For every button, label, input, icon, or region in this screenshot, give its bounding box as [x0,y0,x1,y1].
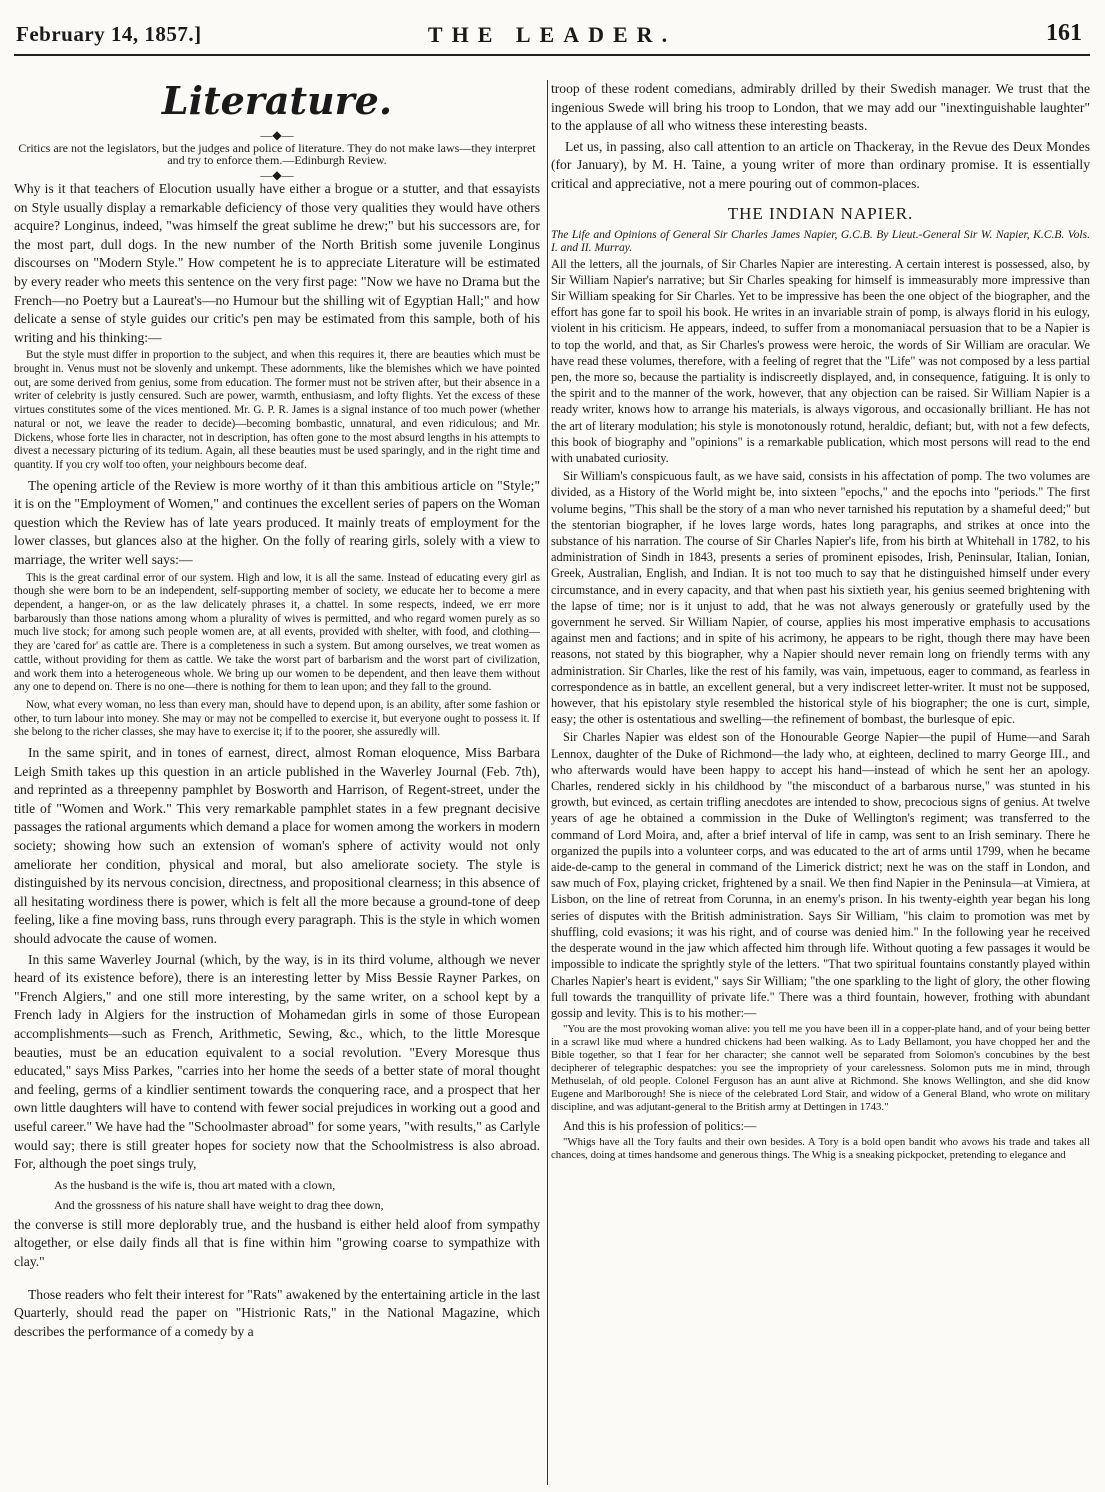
block-quote: But the style must differ in proportion to the subject, and when this requires it, there are beauties which must be brought in. Venus must not be slovenly and unkempt. These adornments, like the blemishes which we have pointed out, are some derived from genius, some from education. The former must not be striven after, but their absence in a writer of celebrity is justly censured. Such are power, warmth, enthusiasm, and lofty flights. Yet the excess of these virtues constitutes some of the vices mentioned. Mr. G. P. R. James is a signal instance of too much power (whether natural or not, we leave the reader to decide)—becoming bombastic, unnatural, and even ridiculous; and Mr. Dickens, whose forte lies in character, not in description, has often gone to the most absurd lengths in his attempts to divest a necessary picturing of its tedium. Again, all these beauties must be used sparingly, and in the right time and quantity. If you cry wolf too often, your neighbours become deaf. [14,349,540,471]
block-quote: "You are the most provoking woman alive: you tell me you have been ill in a copper-plate hand, and of your being better in a scrawl like mud where a hundred chickens had been walking. As to Lady Bellamont, you have chopped her and the Bible together, so that I fear for her character; she cannot well be separated from Solomon's concubines by the best decipherer of telegraphic despatches: you see the impropriety of your carelessness. Solomon puts me in mind, through Methuselah, of old people. Colonel Ferguson has an aunt alive at Richmond. She knows Wellington, and she did know Eugene and Marlborough! She is niece of the celebrated Lord Stair, and widow of a General Bland, who wrote on military discipline, and was adjutant-general to the British army at Dettingen in 1743." [551,1023,1090,1114]
issue-date: February 14, 1857.] [16,22,202,46]
review-paragraph: Sir Charles Napier was eldest son of the Honourable George Napier—the pupil of Hume—and Sarah Lennox, daughter of the Duke of Richmond—the lady who, at eighteen, declined to marry George III., and who afterwards would have been happy to accept his hand—instead of which he sent her an apology. Charles, rendered sickly in his childhood by "the misconduct of a barbarous nurse," was stunted in his growth, but evinced, as certain trifling anecdotes are intended to show, precocious signs of genius. At twelve years of age he obtained a commission in the Duke of Wellington's regiment; was transferred to the command of Lord Moira, and, after a brief interval of life in camp, was sent to an Irish seminary. There he organized the pupils into a volunteer corps, and was educated to the art of arms until 1799, when he became aide-de-camp to the general in command of the Limerick district; next he was on the staff in London, and saw much of Fox, playing cricket, frightened by a snail. We then find Napier in the Peninsula—at Vimiera, at Lisbon, on the line of retreat from Corunna, in an enemy's prison. In his twenty-eighth year began his long series of disputes with the British administration. Says Sir William, "his claim to promotion was met by shuffling, cold evasions; it was his right, and of course was denied him." In the following year he received the desperate wound in the jaw which affected him through life. Without quoting a few passages it would be impossible to indicate the sprightly style of the letters. "That two spiritual fountains constantly played within Charles Napier's heart is evident," says Sir William; "the one sparkling to the light of glory, the other flowing full towards the tranquillity of private life." There was a third fountain, however, frothing with abundant gossip and levity. This is to his mother:— [551,730,1090,1020]
block-quote: "Whigs have all the Tory faults and their own besides. A Tory is a bold open bandit who avows his trade and takes all chances, doing at times handsome and generous things. The Whig is a sneaking pickpocket, pretending to elegance and [551,1136,1090,1162]
verse-line: As the husband is the wife is, thou art mated with a clown, [54,1177,336,1192]
page-number: 161 [1046,20,1082,46]
review-title: THE INDIAN NAPIER. [727,203,914,223]
review-citation: The Life and Opinions of General Sir Charles James Napier, G.C.B. By Lieut.-General Sir W. Napier, K.C.B. Vols. I. and II. Murray. [551,227,1090,254]
article-paragraph: the converse is still more deplorably true, and the husband is either held aloof from sympathy altogether, or else daily finds all that is fine within him "growing coarse to sympathize with clay." [14,1216,540,1269]
right-column [551,80,1090,1488]
article-paragraph: Why is it that teachers of Elocution usually have either a brogue or a stutter, and that essayists on Style usually display a remarkable deficiency of those very qualities they would have others acquire? Longinus, indeed, "was himself the great sublime he drew;" but his successors are, for the most part, dull dogs. In the new number of the North British some juvenile Longinus discourses on "Modern Style." How competent he is to appreciate Literature will be estimated by every reader who meets this sentence on the very first page: "Now we have no Drama but the French—no Poetry but a Laureat's—no Humour but the shilling wit of Egyptian Hall;" and how delicate a sense of style guides our critic's pen may be estimated from this sample, both of his writing and his thinking:— [14,181,540,345]
block-quote: This is the great cardinal error of our system. High and low, it is all the same. Instead of educating every girl as though she were born to be an independent, self-supporting member of society, we educate her to become a mere dependent, a hanger-on, or as the law delicately phrases it, a chattel. In some respects, indeed, we err more barbarously than those nations among whom a plurality of wives is permitted, and who regard women purely as so much live stock; for among such people women are, at all events, provided with shelter, with food, and clothing—they are 'cared for' as cattle are. There is a completeness in such a system. But among ourselves, we treat women as cattle, without providing for them as cattle. We take the worst part of barbarism and the worst part of civilization, and work them into a heterogeneous whole. We bring up our women to be dependent, and then leave them without any one to depend on. There is no one—there is nothing for them to lean upon; and they fall to the ground. [14,571,540,694]
page-header [14,18,1090,58]
section-title: Literature. [161,80,393,123]
article-paragraph: In the same spirit, and in tones of earnest, direct, almost Roman eloquence, Miss Barbara Leigh Smith takes up this question in an article published in the Waverley Journal (Feb. 7th), and reprinted as a threepenny pamphlet by Bosworth and Harrison, of Regent-street, under the title of "Women and Work." This very remarkable pamphlet states in a few pregnant decisive passages the rational arguments which demand a place for women among the workers in modern society; showing how such an extension of woman's sphere of activity would not only ameliorate her condition, physical and moral, but also ameliorate society. The style is distinguished by its nervous concision, directness, and propositional clearness; in this absence of all hesitating wordiness there is power, which is felt all the more because a ground-tone of deep feeling, like a fine moving bass, runs through every paragraph. This is the style in which women should advocate the cause of women. [14,745,540,947]
verse-line: And the grossness of his nature shall have weight to drag thee down, [54,1197,384,1212]
masthead-title: THE LEADER. [427,22,677,47]
article-paragraph: troop of these rodent comedians, admirably drilled by their Swedish manager. We trust that the ingenious Swede will bring his troop to London, that we may add our "inextinguishable laughter" to the applause of all who witness these interesting beasts. [551,81,1090,134]
review-paragraph: All the letters, all the journals, of Sir Charles Napier are interesting. A certain interest is possessed, also, by Sir William Napier's narrative; but Sir Charles speaking for himself is immeasurably more impressive than Sir William speaking for Sir Charles. Yet to be impressive has been the one object of the biographer, and the effort has gone far to spoil his book. He writes in an invariable strain of pomp, is always florid in his eulogy, violent in his criticism. He appears, indeed, to suffer from a monomaniacal persuasion that to be a Napier is to top the world, and that, as Sir Charles's prowess were heroic, the words of Sir William are oracular. We have read these volumes, therefore, with a feeling of regret that the "Life" was not composed by a less partial pen, the more so, because the partiality is indiscreetly displayed, and, in consequence, fatiguing. It is only to the spirit and to the manner of the work, however, that any objection can be raised. Sir William Napier is a ready writer, knows how to arrange his materials, is always vigorous, and occasionally brilliant. He has not the art of literary modulation; his style is monotonously rotund, heraldic, defiant; but, with not a few defects, this book of biography and "opinions" is a remarkable publication, which most persons will read to the end with unabated curiosity. [551,256,1090,465]
header-rule [14,54,1090,56]
ornament-divider: —◆— [260,168,294,182]
block-quote: Now, what every woman, no less than every man, should have to depend upon, is an ability, after some fashion or other, to turn labour into money. She may or may not be compelled to exercise it, but everyone ought to possess it. If she belong to the richer classes, she may have to exercise it; if to the poorer, she assuredly will. [14,698,540,739]
column-divider [547,80,548,1485]
review-paragraph: And this is his profession of politics:— [563,1119,757,1134]
ornament-divider: —◆— [260,128,294,142]
review-paragraph: Sir William's conspicuous fault, as we have said, consists in his affectation of pomp. The two volumes are divided, as a History of the World might be, into sixteen "epochs," and the epochs into "periods." The first volume begins, "This shall be the story of a man who never tarnished his reputation by a shameful deed;" but the stentorian biographer, if he loves large words, hates long paragraphs, and strikes at once into the substance of his narration. The course of Sir Charles Napier's life, from his birth at Whitehall in 1782, to his administration of Sindh in 1843, presents a series of prominent episodes, Irish, Peninsular, Italian, Ionian, Greek, Australian, English, and Indian. It is not too much to say that he distinguished himself under every circumstance, and in every capacity, and that when past his sixtieth year, his genius seemed brightening with the lapse of time; nor is it unjust to add, that he was not always generously or gratefully used by the government he served. Sir William Napier, of course, applies his most imperative emphasis to accusations against men and factions; and in spite of his acrimony, he appears to be right, though there may have been reasons, not stated by this biographer, why a Napier should never remain long on friendly terms with any administration. Sir Charles, like the rest of his family, was vain, impetuous, eager to command, as fearless in correspondence as in battle, an excellent general, but a very indiscreet letter-writer. It must not be supposed, however, that his epistolary style resembled the historical style of his biographer; the one is curt, simple, easy; the other is ostentatious and swelling—the refinement of bombast, the burlesque of epic. [551,469,1090,727]
epigraph: Critics are not the legislators, but the judges and police of literature. They do not make laws—they interpret and try to enforce them.—Edinburgh Review. [18,141,536,167]
article-paragraph: Let us, in passing, also call attention to an article on Thackeray, in the Revue des Deux Mondes (for January), by M. H. Taine, a young writer of more than ordinary promise. It is essentially critical and appreciative, not a mere pouring out of common-places. [551,138,1090,191]
left-column [14,80,540,1488]
article-paragraph: The opening article of the Review is more worthy of it than this ambitious article on "Style;" it is on the "Employment of Women," and continues the excellent series of papers on the Woman question which the Review has of late years produced. It mainly treats of employment for the lower classes, but glances also at the higher. On the folly of rearing girls, solely with a view to marriage, the writer well says:— [14,477,540,568]
article-paragraph: In this same Waverley Journal (which, by the way, is in its third volume, although we never heard of its existence before), there is an interesting letter by Miss Bessie Rayner Parkes, on "French Algiers," and one still more interesting, by the same writer, on a school kept by a French lady in Algiers for the instruction of Mohamedan girls in some of those European accomplishments—such as French, Arithmetic, Sewing, &c., which, to the little Moresque beauties, must be an education equivalent to a social revolution. "Every Moresque thus educated," says Miss Parkes, "carries into her home the seeds of a better state of moral thought and feeling, germs of a kindlier sentiment towards the conquering race, and a prospect that her own little daughters will have to contend with fewer social prejudices in working out a good and useful career." We have had the "Schoolmaster abroad" for some years, "with results," as Carlyle would say; there is still greater hopes for society now that the Schoolmistress is also abroad. For, although the poet sings truly, [14,951,540,1172]
article-paragraph: Those readers who felt their interest for "Rats" awakened by the entertaining article in the last Quarterly, should read the paper on "Histrionic Rats," in the National Magazine, which describes the performance of a comedy by a [14,1286,540,1339]
